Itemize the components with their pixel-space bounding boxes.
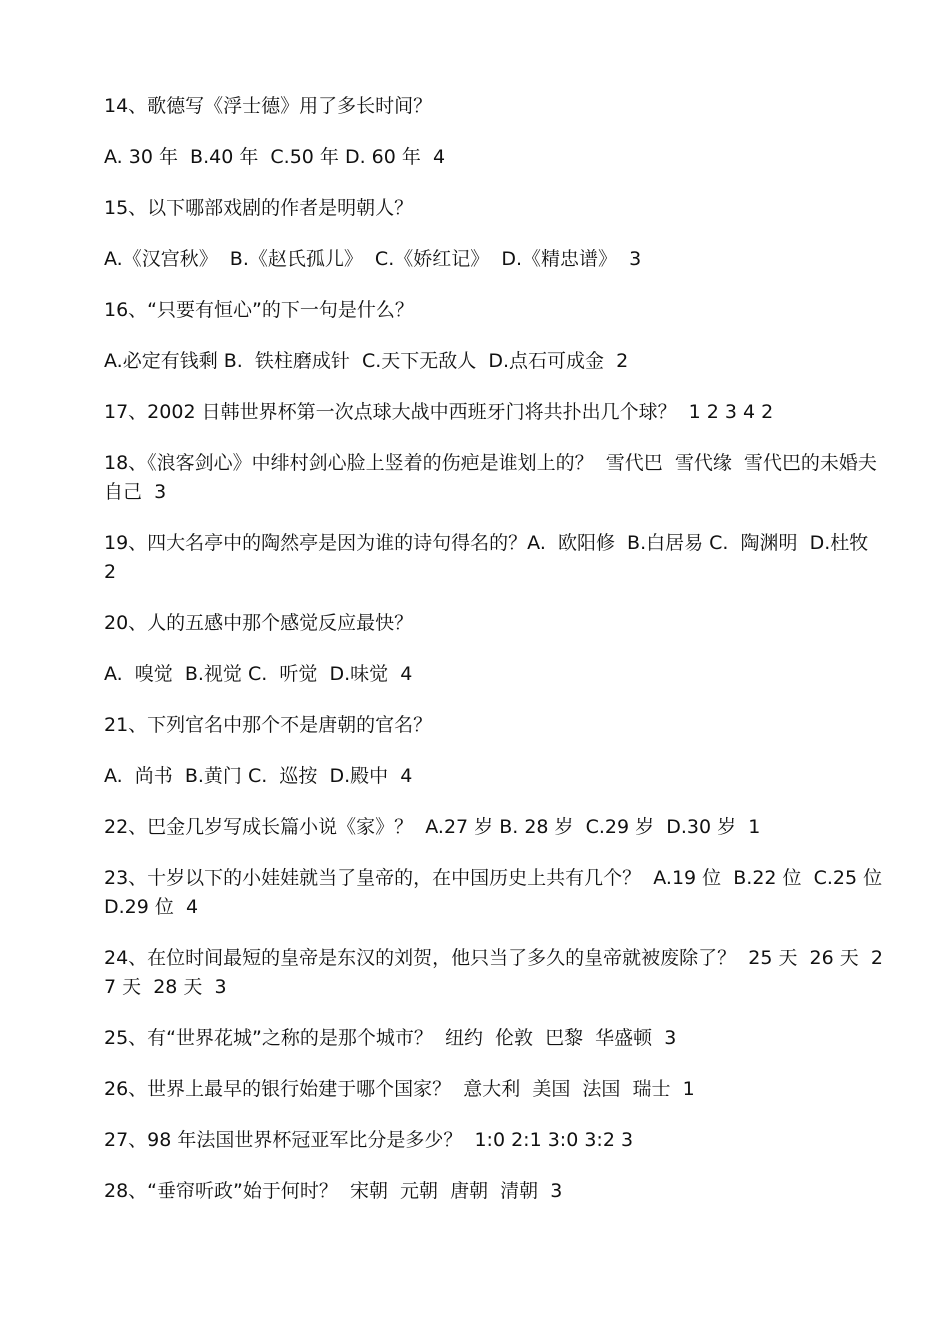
question-20: 20、人的五感中那个感觉反应最快？ bbox=[104, 612, 414, 634]
options-20: A. 嗅觉 B.视觉 C. 听觉 D.味觉 4 bbox=[104, 663, 413, 685]
question-24: 24、在位时间最短的皇帝是东汉的刘贺，他只当了多久的皇帝就被废除了？ 25 天 26 天 27 天 28 天 3 bbox=[104, 947, 883, 998]
question-28: 28、“垂帘听政”始于何时？ 宋朝 元朝 唐朝 清朝 3 bbox=[104, 1180, 563, 1202]
document-page bbox=[104, 92, 895, 1228]
question-18: 18、《浪客剑心》中绯村剑心脸上竖着的伤疤是谁划上的？ 雪代巴 雪代缘 雪代巴的未婚夫 自己 3 bbox=[104, 452, 890, 503]
question-21: 21、下列官名中那个不是唐朝的官名？ bbox=[104, 714, 433, 736]
question-27: 27、98 年法国世界杯冠亚军比分是多少？ 1:0 2:1 3:0 3:2 3 bbox=[104, 1129, 634, 1151]
question-19: 19、四大名亭中的陶然亭是因为谁的诗句得名的？A. 欧阳修 B.白居易 C. 陶渊明 D.杜牧 2 bbox=[104, 532, 881, 583]
question-26: 26、世界上最早的银行始建于哪个国家？ 意大利 美国 法国 瑞士 1 bbox=[104, 1078, 695, 1100]
question-23: 23、十岁以下的小娃娃就当了皇帝的，在中国历史上共有几个？ A.19 位 B.22 位 C.25 位 D.29 位 4 bbox=[104, 867, 895, 918]
question-17: 17、2002 日韩世界杯第一次点球大战中西班牙门将共扑出几个球？ 1 2 3 4 2 bbox=[104, 401, 774, 423]
question-14: 14、歌德写《浮士德》用了多长时间？ bbox=[104, 95, 433, 117]
options-15: A.《汉宫秋》 B.《赵氏孤儿》 C.《娇红记》 D.《精忠谱》 3 bbox=[104, 248, 642, 270]
question-16: 16、“只要有恒心”的下一句是什么？ bbox=[104, 299, 414, 321]
options-21: A. 尚书 B.黄门 C. 巡按 D.殿中 4 bbox=[104, 765, 413, 787]
question-25: 25、有“世界花城”之称的是那个城市？ 纽约 伦敦 巴黎 华盛顿 3 bbox=[104, 1027, 677, 1049]
options-14: A. 30 年 B.40 年 C.50 年 D. 60 年 4 bbox=[104, 146, 446, 168]
question-15: 15、以下哪部戏剧的作者是明朝人？ bbox=[104, 197, 414, 219]
question-22: 22、巴金几岁写成长篇小说《家》？ A.27 岁 B. 28 岁 C.29 岁 D.30 岁 1 bbox=[104, 816, 761, 838]
options-16: A.必定有钱剩 B. 铁柱磨成针 C.天下无敌人 D.点石可成金 2 bbox=[104, 350, 629, 372]
